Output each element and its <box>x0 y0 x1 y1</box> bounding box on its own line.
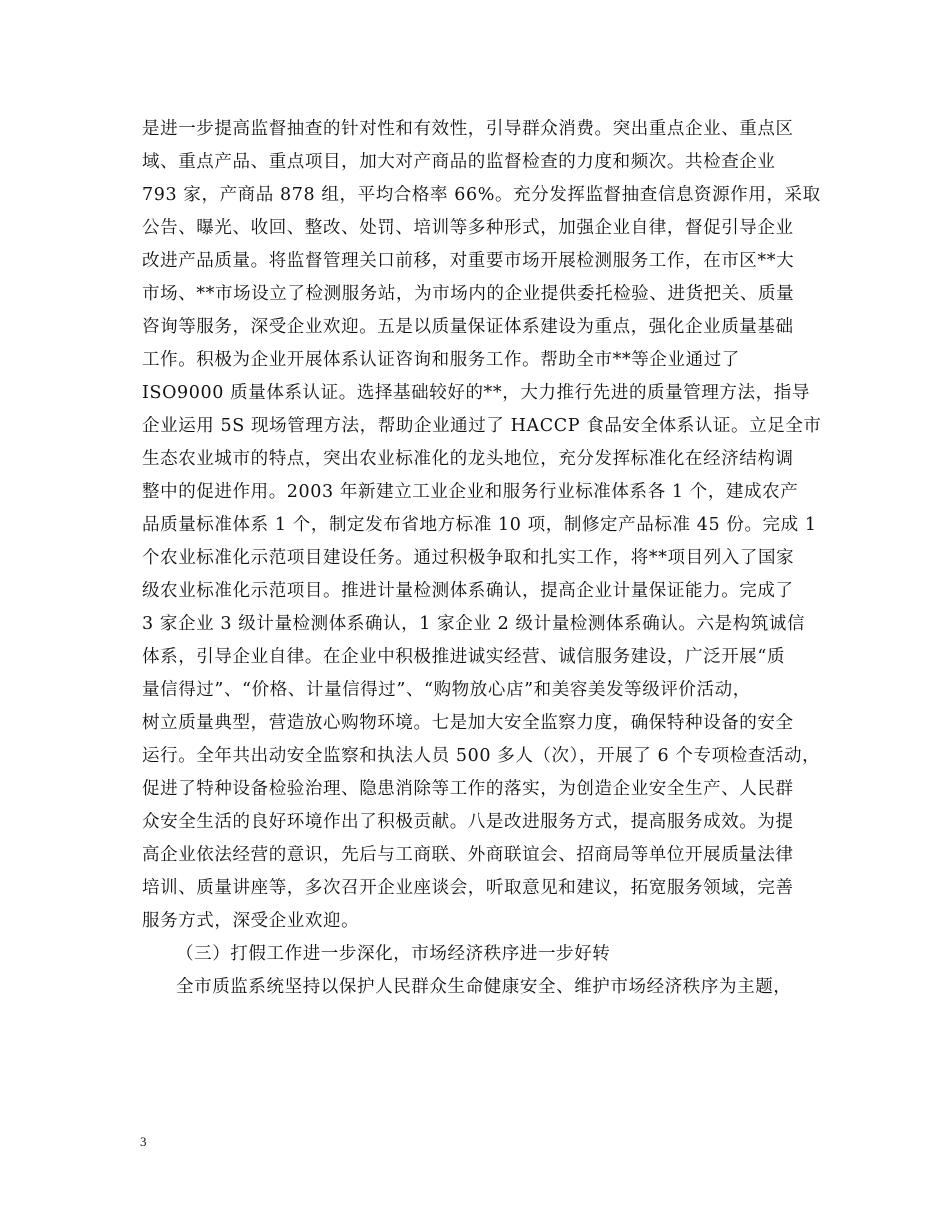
body-text-line: 企业运用 5S 现场管理方法，帮助企业通过了 HACCP 食品安全体系认证。立足全市 <box>142 416 822 436</box>
body-text-line: 是进一步提高监督抽查的针对性和有效性，引导群众消费。突出重点企业、重点区 <box>142 119 794 139</box>
body-text-line: 工作。积极为企业开展体系认证咨询和服务工作。帮助全市**等企业通过了 <box>142 350 740 370</box>
body-text-line: 服务方式，深受企业欢迎。 <box>142 911 360 931</box>
body-text-line: 咨询等服务，深受企业欢迎。五是以质量保证体系建设为重点，强化企业质量基础 <box>142 317 794 337</box>
body-text-line: 整中的促进作用。2003 年新建立工业企业和服务行业标准体系各 1 个，建成农产 <box>142 482 799 502</box>
body-text-line: ISO9000 质量体系认证。选择基础较好的**，大力推行先进的质量管理方法，指导 <box>142 383 810 403</box>
section-heading: （三）打假工作进一步深化，市场经济秩序进一步好转 <box>176 944 611 964</box>
body-text-line: 体系，引导企业自律。在企业中积极推进诚实经营、诚信服务建设，广泛开展“质 <box>142 647 786 667</box>
body-text-line: 树立质量典型，营造放心购物环境。七是加大安全监察力度，确保特种设备的安全 <box>142 713 794 733</box>
body-text-line: 公告、曝光、收回、整改、处罚、培训等多种形式，加强企业自律，督促引导企业 <box>142 218 794 238</box>
body-text-line: 促进了特种设备检验治理、隐患消除等工作的落实，为创造企业安全生产、人民群 <box>142 779 794 799</box>
body-text-line: 运行。全年共出动安全监察和执法人员 500 多人（次），开展了 6 个专项检查活动， <box>142 746 821 766</box>
body-text-line: 量信得过”、“价格、计量信得过”、“购物放心店”和美容美发等级评价活动， <box>142 680 751 700</box>
body-text-line: 个农业标准化示范项目建设任务。通过积极争取和扎实工作，将**项目列入了国家 <box>142 548 795 568</box>
body-text-line: 培训、质量讲座等，多次召开企业座谈会，听取意见和建议，拓宽服务领域，完善 <box>142 878 794 898</box>
body-text-line: 众安全生活的良好环境作出了积极贡献。八是改进服务方式，提高服务成效。为提 <box>142 812 794 832</box>
body-text-line: 3 家企业 3 级计量检测体系确认，1 家企业 2 级计量检测体系确认。六是构筑诚信 <box>142 614 806 634</box>
body-text-line: 域、重点产品、重点项目，加大对产商品的监督检查的力度和频次。共检查企业 <box>142 152 776 172</box>
body-text-line: 全市质监系统坚持以保护人民群众生命健康安全、维护市场经济秩序为主题， <box>176 977 792 997</box>
page-number: 3 <box>140 1134 147 1149</box>
body-text-line: 品质量标准体系 1 个，制定发布省地方标准 10 项，制修定产品标准 45 份。完成 1 <box>142 515 817 535</box>
body-text-line: 生态农业城市的特点，突出农业标准化的龙头地位，充分发挥标准化在经济结构调 <box>142 449 794 469</box>
body-text-line: 793 家，产商品 878 组，平均合格率 66%。充分发挥监督抽查信息资源作用，采取 <box>142 185 821 205</box>
body-text-line: 级农业标准化示范项目。推进计量检测体系确认，提高企业计量保证能力。完成了 <box>142 581 794 601</box>
body-text-line: 高企业依法经营的意识，先后与工商联、外商联谊会、招商局等单位开展质量法律 <box>142 845 794 865</box>
body-text-line: 市场、**市场设立了检测服务站，为市场内的企业提供委托检验、进货把关、质量 <box>142 284 795 304</box>
body-text-line: 改进产品质量。将监督管理关口前移，对重要市场开展检测服务工作，在市区**大 <box>142 251 795 271</box>
